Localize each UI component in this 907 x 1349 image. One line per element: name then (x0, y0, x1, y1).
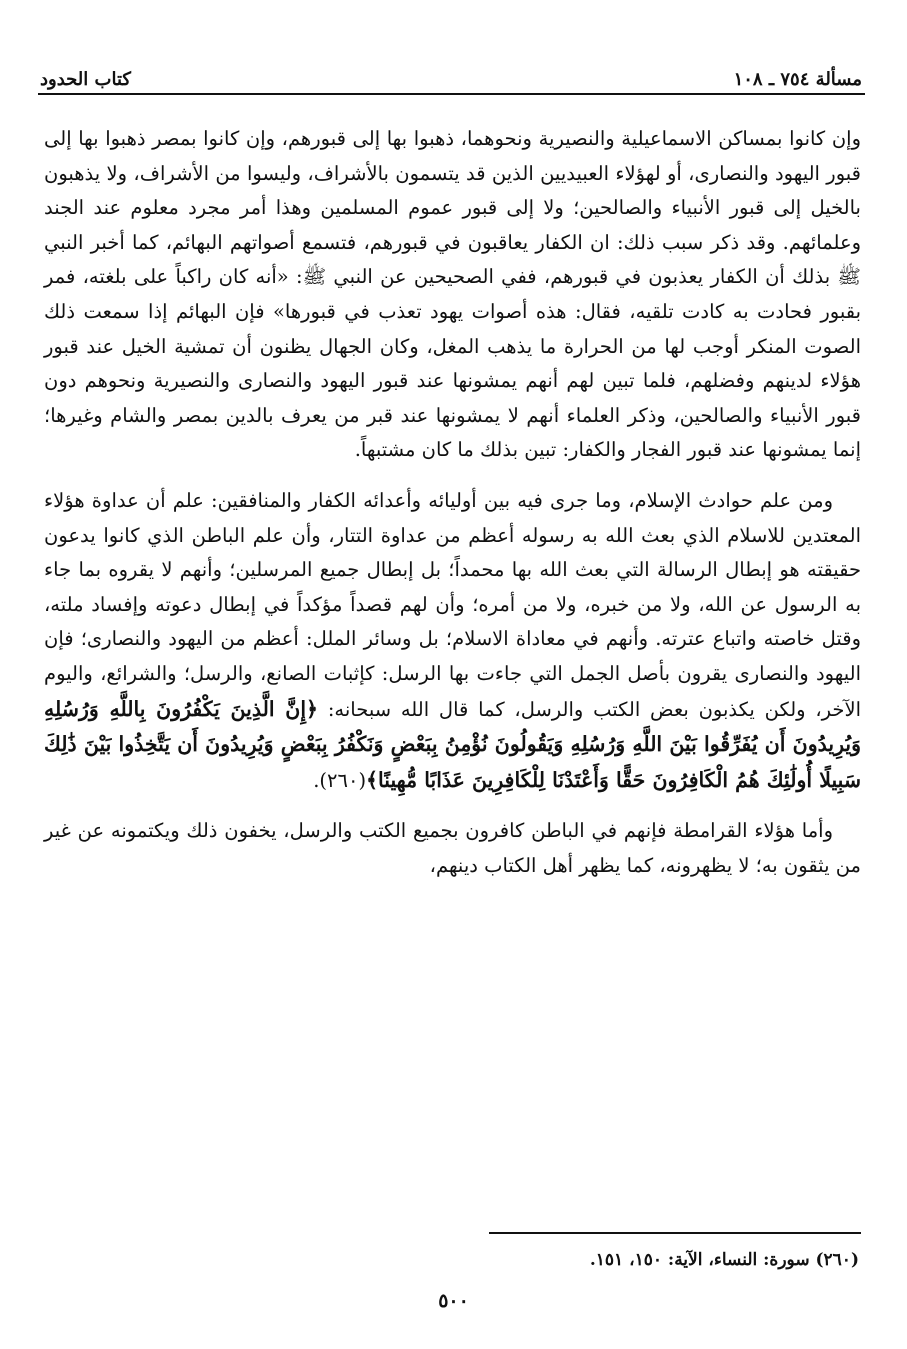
paragraph-2-text: ومن علم حوادث الإسلام، وما جرى فيه بين أوليائه وأعدائه الكفار والمنافقين: علم أن عداوة هؤلاء المعتدين للاسلام الذي بعث الله به رسوله أعظم من عداوة التتار، وأن علم الباطن الذي كانوا يدعون حقيقته هو إبطال الرسالة التي بعث الله بها محمداً؛ بل إبطال جميع المرسلين؛ وأنهم لا يقروه بما جاء به الرسول عن الله، ولا من خبره، ولا من أمره؛ وأن لهم قصداً مؤكداً في إبطال دعوته وإفساد ملته، وقتل خاصته واتباع عترته. وأنهم في معاداة الاسلام؛ بل وسائر الملل: أعظم من اليهود والنصارى؛ فإن اليهود والنصارى يقرون بأصل الجمل التي جاءت بها الرسل: كإثبات الصانع، والرسل؛ والشرائع، واليوم الآخر، ولكن يكذبون بعض الكتب والرسل، كما قال الله سبحانه: (44, 488, 862, 721)
page-number: ٥٠٠ (438, 1290, 469, 1312)
paragraph-1: وإن كانوا بمساكن الاسماعيلية والنصيرية ونحوهما، ذهبوا بها إلى قبورهم، وإن كانوا بمصر ذهبوا بها إلى قبور اليهود والنصارى، أو لهؤلاء العبيديين الذين قد يتسمون بالأشراف، وليسوا من الأشراف، ولا يذهبون بالخيل إلى قبور الأنبياء والصالحين؛ ولا إلى قبور عموم المسلمين وهذا أمر مجرد معلوم عند الجند وعلمائهم. وقد ذكر سبب ذلك: ان الكفار يعاقبون في قبورهم، فتسمع أصواتهم البهائم، كما أخبر النبي ﷺ بذلك أن الكفار يعذبون في قبورهم، ففي الصحيحين عن النبي ﷺ: «أنه كان راكباً على بلغته، فمر بقبور فحادت به كادت تلقيه، فقال: هذه أصوات يهود تعذب في قبورها» فإن البهائم إذا سمعت ذلك الصوت المنكر أوجب لها من الحرارة ما يذهب المغل، وكان الجهال يظنون أن تمشية الخيل عند قبور هؤلاء لدينهم وفضلهم، فلما تبين لهم أنهم يمشونها عند قبور اليهود والنصارى والنصيرية ونحوهم دون قبور الأنبياء والصالحين، وذكر العلماء أنهم لا يمشونها عند قبر من يعرف بالدين بمصر والشام وغيرها؛ إنما يمشونها عند قبور الفجار والكفار: تبين بذلك ما كان مشتبهاً. (44, 127, 861, 462)
paragraph-2 (44, 484, 861, 798)
verse-reference: (٢٦٠). (313, 768, 367, 792)
footnote: (٢٦٠) سورة: النساء، الآية: ١٥٠، ١٥١. (589, 1250, 859, 1270)
body-text (44, 122, 861, 883)
quran-verse: ﴿إِنَّ الَّذِينَ يَكْفُرُونَ بِاللَّهِ وَرُسُلِهِ وَيُرِيدُونَ أَن يُفَرِّقُوا بَيْنَ اللَّهِ وَرُسُلِهِ وَيَقُولُونَ نُؤْمِنُ بِبَعْضٍ وَنَكْفُرُ بِبَعْضٍ وَيُرِيدُونَ أَن يَتَّخِذُوا بَيْنَ ذَٰلِكَ سَبِيلًا أُولَٰئِكَ هُمُ الْكَافِرُونَ حَقًّا وَأَعْتَدْنَا لِلْكَافِرِينَ عَذَابًا مُّهِينًا﴾ (44, 696, 861, 792)
footnote-rule (489, 1232, 861, 1234)
running-header (40, 54, 862, 90)
paragraph-3: وأما هؤلاء القرامطة فإنهم في الباطن كافرون بجميع الكتب والرسل، يخفون ذلك ويكتمونه عن غير من يثقون به؛ لا يظهرونه، كما يظهر أهل الكتاب دينهم، (44, 819, 861, 877)
header-left-title: كتاب الحدود (40, 69, 131, 90)
header-rule (38, 93, 865, 95)
header-right-title: مسألة ٧٥٤ ـ ١٠٨ (733, 69, 862, 90)
